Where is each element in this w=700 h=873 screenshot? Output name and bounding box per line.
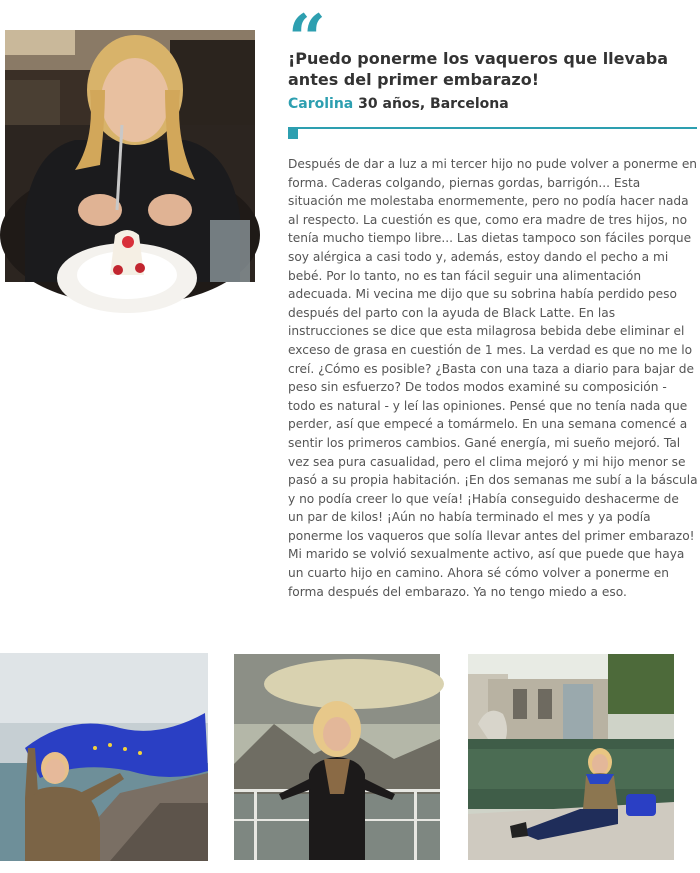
author-name: Carolina bbox=[288, 96, 354, 112]
gallery-photo-mountains bbox=[234, 654, 440, 860]
testimonial-body: Después de dar a luz a mi tercer hijo no pude volver a ponerme en forma. Caderas colgando, piernas gordas, barrigón... Esta situación me molestaba enormemente, pero no podía hacer nada al respecto. La cuestión es que, como era madre de tres hijos, no tenía mucho tiempo libre... Las dietas tampoco son fáciles porque soy alérgica a casi todo y, además, estoy dando el pecho a mi bebé. Por lo tanto, no es tan fácil seguir una alimentación adecuada. Mi vecina me dijo que su sobrina había perdido peso después del parto con la ayuda de Black Latte. En las instrucciones se dice que esta milagrosa bebida debe eliminar el exceso de grasa en cuestión de 1 mes. La verdad es que no me lo creí. ¿Cómo es posible? ¿Basta con una taza a diario para bajar de peso sin esfuerzo? De todos modos examiné su composición - todo es natural - y leí las opiniones. Pensé que no tenía nada que perder, así que empecé a tomármelo. En una semana comencé a sentir los primeros cambios. Gané energía, mi sueño mejoró. Tal vez sea pura casualidad, pero el clima mejoró y mi hijo menor se pasó a su propia habitación. ¡En dos semanas me subí a la báscula y no podía creer lo que veía! ¡Había conseguido deshacerme de un par de kilos! ¡Aún no había terminado el mes y ya podía ponerme los vaqueros que solía llevar antes del primer embarazo! Mi marido se volvió sexualmente activo, así que puede que haya un cuarto hijo en camino. Ahora sé cómo volver a ponerme en forma después del embarazo. Ya no tengo miedo a eso. bbox=[288, 157, 698, 599]
testimonial-byline bbox=[288, 96, 688, 112]
gallery-photo-fountain bbox=[468, 654, 674, 860]
testimonial-headline: ¡Puedo ponerme los vaqueros que llevaba antes del primer embarazo! bbox=[288, 49, 668, 89]
quote-mark-icon: “ bbox=[288, 0, 326, 78]
gallery-photo-flag bbox=[0, 653, 208, 861]
main-photo bbox=[5, 30, 255, 282]
author-details: 30 años, Barcelona bbox=[353, 96, 509, 112]
divider-accent-square bbox=[288, 129, 298, 139]
divider-line bbox=[288, 127, 697, 129]
